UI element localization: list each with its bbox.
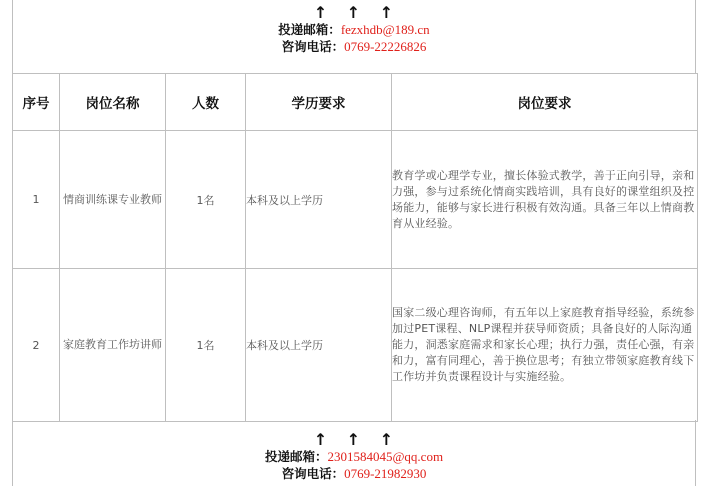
- email-line: [13, 21, 695, 38]
- row-count: 1名: [166, 131, 246, 269]
- phone-line: [13, 38, 695, 55]
- row-no: 2: [13, 269, 60, 422]
- header-position: 岗位名称: [60, 74, 166, 131]
- row-position: 家庭教育工作坊讲师: [60, 269, 166, 422]
- header-requirements: 岗位要求: [392, 74, 698, 131]
- table-row: [13, 131, 698, 269]
- email-line: [13, 448, 695, 465]
- up-arrows-icon: ↑ ↑ ↑: [313, 3, 401, 22]
- phone-line: [13, 465, 695, 482]
- row-requirements: 国家二级心理咨询师，有五年以上家庭教育指导经验，系统参加过PET课程、NLP课程并获导师资质；具备良好的人际沟通能力，洞悉家庭需求和家长心理；执行力强，责任心强，有亲和力，富有同理心，善于换位思考；有独立带领家庭教育线下工作坊并负责课程设计与实施经验。: [392, 269, 698, 422]
- row-education: 本科及以上学历: [246, 269, 392, 422]
- email-label: 投递邮箱：: [264, 449, 328, 464]
- phone-number: 0769-21982930: [344, 466, 427, 481]
- row-position: 情商训练课专业教师: [60, 131, 166, 269]
- phone-label: 咨询电话：: [281, 39, 345, 54]
- email-link[interactable]: 2301584045@qq.com: [327, 449, 444, 464]
- table-header-row: [13, 74, 698, 131]
- email-label: 投递邮箱：: [278, 22, 341, 37]
- table-row: [13, 269, 698, 422]
- row-no: 1: [13, 131, 60, 269]
- header-count: 人数: [166, 74, 246, 131]
- row-requirements: 教育学或心理学专业，擅长体验式教学，善于正向引导，亲和力强，参与过系统化情商实践培训，具有良好的课堂组织及控场能力，能够与家长进行积极有效沟通。具备三年以上情商教育从业经验。: [392, 131, 698, 269]
- jobs-table: [12, 73, 698, 422]
- top-contact-block: [12, 0, 696, 73]
- header-education: 学历要求: [246, 74, 392, 131]
- header-no: 序号: [13, 74, 60, 131]
- phone-number: 0769-22226826: [344, 39, 427, 54]
- bottom-contact-block: [12, 420, 696, 486]
- up-arrows-icon: ↑ ↑ ↑: [313, 430, 401, 449]
- row-education: 本科及以上学历: [246, 131, 392, 269]
- email-link[interactable]: fezxhdb@189.cn: [340, 22, 430, 37]
- row-count: 1名: [166, 269, 246, 422]
- phone-label: 咨询电话：: [281, 466, 345, 481]
